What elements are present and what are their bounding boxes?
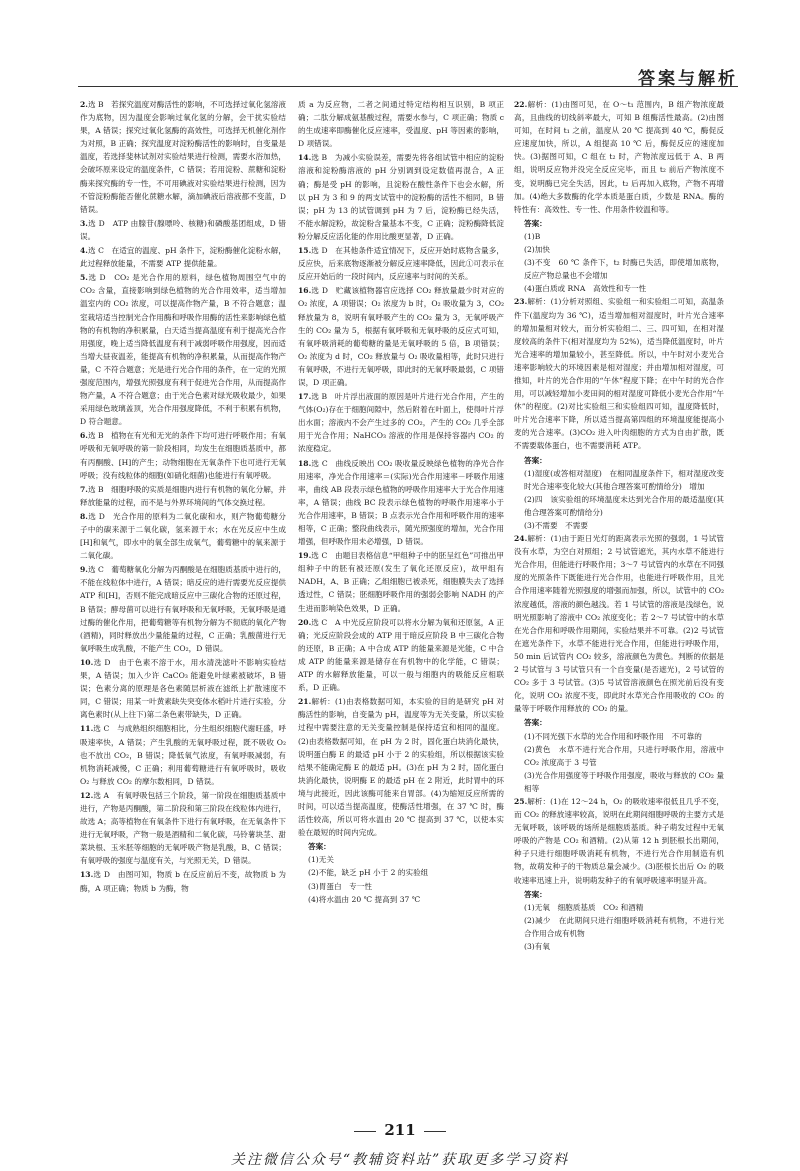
answer-line: (3)光合作用强度等于呼吸作用强度，吸收与释放的 CO₂ 量相等: [524, 770, 724, 793]
answer-label: 答案：: [524, 889, 547, 899]
answer-block: [298, 840, 504, 905]
answer-item: [80, 722, 286, 787]
item-text: 选 D 由图可知，物质 b 在反应前后不变，故物质 b 为酶，A 项正确；物质 b 为酶，物: [80, 870, 286, 893]
answer-label: 答案：: [524, 455, 547, 465]
answer-item: [80, 217, 286, 243]
item-text: 选 C A 中光反应阶段可以将水分解为氧和还原氢，A 正确；光反应阶段会成的 ATP 用于暗反应阶段 B 中三碳化合物的还原，B 正确；A 中合成 ATP 的能量来源是光能，C 中合成 ATP 的能量来源是储存在有机物中的化学能，C 错误；ATP 的水解释放能量，可以一般与细胞内的吸能反应相联系，D 正确。: [298, 617, 504, 693]
item-number: 3.: [80, 218, 88, 228]
answer-item: [298, 616, 504, 695]
footer-note: 关注微信公众号“教辅资料站”获取更多学习资料: [230, 1152, 570, 1168]
item-text: 质 a 为反应物，二者之间通过特定结构相互识别，B 项正确；二肽分解成氨基酸过程，需要水参与，C 项正确；物质 c 的生成速率即酶催化反应速率，受温度、pH 等因素的影响，D 项错误。: [298, 100, 504, 149]
item-text: 解析：(1)由表格数据可知，本实验的目的是研究 pH 对酶活性的影响，自变量为 pH，温度等为无关变量，所以实验过程中需要注意的无关变量控制是保持适宜和相同的温度。(2)由表格数据可知，在 pH 为 2 时，固化蛋白块消化最快，说明蛋白酶 E 的最适 pH 小于 2 的实验组，所以根据该实验结果不能确定酶 E 的最适 pH。(3)在 pH 为 2 时，固化蛋白块消化最快，说明酶 E 的最适 pH 在 2 附近，此时胃中的环境与此接近，因此该酶可能来自胃部。(4)为缩短反应所需的时间，可以适当提高温度，使酶活性增强，在 37 ℃ 时，酶活性较高，所以可将水温由 20 ℃ 提高到 37 ℃，以使本实验在最短的时间内完成。: [298, 697, 504, 838]
answer-line: (1)无关: [308, 855, 334, 865]
answer-line: (1)B: [524, 231, 541, 241]
answer-line: (2)四 该实验组的环境温度未达到光合作用的最适温度(其他合理答案可酌情给分): [524, 494, 724, 517]
answer-column-1: [80, 98, 286, 896]
header-rule: [78, 86, 738, 87]
answer-item: [514, 532, 724, 715]
answer-line: (2)加快: [524, 245, 550, 255]
answer-item: [298, 390, 504, 455]
item-number: 10.: [80, 657, 94, 667]
answer-item: [80, 429, 286, 481]
answer-label: 答案：: [524, 218, 547, 228]
answer-item: [298, 151, 504, 243]
answer-item: [298, 695, 504, 839]
item-text: 选 D 贮藏该植物器官应选择 CO₂ 释放量最少时对应的 O₂ 浓度，A 项错误；O₂ 浓度为 b 时，O₂ 吸收量为 3，CO₂ 释放量为 8，说明有氧呼吸产生的 CO₂ 量为 3，无氧呼吸产生的 CO₂ 量为 5，根据有氧呼吸和无氧呼吸的反应式可知，有氧呼吸消耗的葡萄糖的量是无氧呼吸的 5 倍，B 项错误；O₂ 浓度为 d 时，CO₂ 释放量与 O₂ 吸收量相等，此时只进行有氧呼吸，不进行无氧呼吸，即此时的无氧呼吸最弱，C 项错误，D 项正确。: [298, 286, 504, 387]
item-text: 解析：(1)由于距日光灯的距离表示光照的强弱，1 号试管没有水草，为空白对照组；2 号试管遮光，其内水草不能进行光合作用，但能进行呼吸作用；3～7 号试管内的水草在不同强度的光照条件下既能进行光合作用，也能进行呼吸作用，且光合作用速率随着光照强度的增强而加强，所以，试管中的 CO₂ 浓度越低，溶液的颜色越浅。若 1 号试管的溶液是浅绿色，说明光照影响了溶液中 CO₂ 浓度变化；若 2～7 号试管中的水草在光合作用和呼吸作用期间，实验结果并不可靠。(2)2 号试管在遮光条件下，水草不能进行光合作用，但能进行呼吸作用，50 min 后试管内 CO₂ 较多，溶液颜色为黄色。判断的依据是 2 号试管与 3 号试管只有一个自变量(是否遮光)，2 号试管的 CO₂ 多于 3 号试管。(3)5 号试管溶液颜色在照光前后没有变化，说明 CO₂ 浓度不变，即此时水草光合作用吸收的 CO₂ 的量等于呼吸作用释放的 CO₂ 的量。: [514, 534, 724, 714]
answer-label: 答案：: [308, 842, 331, 852]
item-number: 20.: [298, 617, 312, 627]
item-text: 选 C 葡萄糖氧化分解为丙酮酸是在细胞质基质中进行的，不能在线粒体中进行，A 错误；暗反应的进行需要光反应提供 ATP 和[H]，否则不能完成暗反应中三碳化合物的还原过程，B 错误；酵母菌可以进行有氧呼吸和无氧呼吸，无氧呼吸是通过酶的催化作用，把葡萄糖等有机物分解为不彻底的氧化产物(酒精)，同时释放出少量能量的过程，C 正确；乳酸菌进行无氧呼吸生成乳酸，不能产生 CO₂，D 错误。: [80, 565, 287, 653]
item-text: 选 C 由题目表格信息“甲组种子中的胚呈红色”可推出甲组种子中的胚有被还原(发生了氧化还原反应)，故甲组有 NADH，A、B 正确；乙组细胞已被杀死，细胞膜失去了选择透过性，C 错误；胚细胞呼吸作用的强弱会影响 NADH 的产生进而影响染色效果，D 正确。: [298, 551, 504, 613]
item-text: 选 C 在适宜的温度、pH 条件下，淀粉酶催化淀粉水解，此过程释放能量，不需要 ATP 提供能量。: [80, 246, 286, 269]
item-number: 15.: [298, 246, 312, 256]
item-number: 23.: [514, 297, 528, 307]
item-number: 17.: [298, 392, 312, 402]
item-text: 选 B 细胞呼吸的实质是细胞内进行有机物的氧化分解，并释放能量的过程，而不是与外界环境间的气体交换过程。: [80, 484, 286, 507]
item-text: 解析：(1)在 12～24 h，O₂ 的吸收速率很低且几乎不变，而 CO₂ 的释放速率较高，说明在此期间细胞呼吸的主要方式是无氧呼吸，该呼吸的场所是细胞质基质。种子萌发过程中无氧呼吸的产物是 CO₂ 和酒精。(2)从第 12 h 到胚根长出期间，种子只进行细胞呼吸消耗有机物，不进行光合作用制造有机物，故萌发种子的干物质总量会减少。(3)胚根长出后 O₂ 的吸收速率迅速上升，说明萌发种子的有氧呼吸速率明显升高。: [514, 796, 724, 885]
section-title: 答案与解析: [638, 69, 738, 89]
answer-label: 答案：: [524, 718, 547, 728]
answer-item: [80, 656, 286, 721]
item-text: 选 B 若探究温度对酶活性的影响，不可选择过氧化氢溶液作为底物，因为温度会影响过氧化氢的分解，会干扰实验结果，A 错误；探究过氧化氢酶的高效性，可选择无机催化剂作为对照，B 正确；探究温度对淀粉酶活性的影响时，自变量是温度，若选择斐林试剂对实验结果进行检测，需要水浴加热，会破坏原来设定的温度条件，C 错误；若用淀粉、蔗糖和淀粉酶来探究酶的专一性，不可用碘液对实验结果进行检测，因为不管淀粉酶能否催化蔗糖水解，滴加碘液后溶液都不变蓝，D 错误。: [80, 100, 286, 214]
answer-item: [80, 98, 286, 216]
item-number: 12.: [80, 790, 94, 800]
item-text: 选 D 光合作用的原料为二氧化碳和水，则产物葡萄糖分子中的碳来源于二氧化碳，氢来源于水；水在光反应中生成[H]和氧气，即水中的氧全部生成氧气，葡萄糖中的氧来源于二氧化碳。: [80, 511, 286, 561]
answer-item: [80, 271, 286, 428]
answer-item: [298, 457, 504, 549]
answer-line: (1)无氧 细胞质基质 CO₂ 和酒精: [524, 902, 644, 912]
item-text: 选 D ATP 由腺苷(腺嘌呤、核糖)和磷酸基团组成，D 错误。: [80, 218, 286, 241]
item-number: 5.: [80, 273, 88, 283]
answer-line: (3)胃蛋白 专一性: [308, 881, 372, 891]
answer-item: [80, 789, 286, 868]
item-text: 选 D 在其他条件适宜情况下，反应开始时底物含量多，反应快，后来底物逐渐被分解反应速率降低，因此①可表示在反应开始后的一段时间内，反应速率与时间的关系。: [298, 246, 504, 282]
answer-line: (3)不需要 不需要: [524, 521, 588, 530]
item-text: 选 C 与成熟组织细胞相比，分生组织细胞代谢旺盛，呼吸速率快，A 错误；产生乳酸的无氧呼吸过程，既不吸收 O₂ 也不放出 CO₂，B 错误；降低氧气浓度，有氧呼吸减弱，有机物消耗减慢，C 正确；利用葡萄糖进行有氧呼吸时，吸收 O₂ 与释放 CO₂ 的摩尔数相同，D 错误。: [80, 724, 286, 786]
item-number: 18.: [298, 458, 312, 468]
answer-block: [514, 454, 724, 533]
answer-item: [298, 549, 504, 614]
answer-line: (1)不同光强下水草的光合作用和呼吸作用 不可靠的: [524, 731, 702, 741]
item-number: 16.: [298, 286, 312, 296]
item-text: 解析：(1)分析对照组、实验组一和实验组二可知，高温条件下(温度均为 36 ℃)，适当增加相对湿度时，叶片光合速率的增加量相对较大，而分析实验组二、三、四可知，在相对湿度较高的条件下(相对湿度均为 52%)，适当降低温度时，叶片光合速率的增加量较小，甚至降低。所以，中午时对小麦光合速率影响较大的环境因素是相对湿度；并由增加相对湿度，可推知，叶片的光合作用的“午休”程度下降；在中午时的光合作用，可以减轻增加小麦田间的相对湿度可降低小麦光合作用“午休”的程度。(2)对比实验组三和实验组四可知，温度降低时，叶片光合速率下降，所以适当提高第四组的环境温度能提高小麦的光合速率。(3)CO₂ 进入叶肉细胞的方式为自由扩散，既不需要载体蛋白，也不需要消耗 ATP。: [514, 297, 724, 451]
item-text: 选 D 由于色素不溶于水，用水清洗滤叶不影响实验结果，A 错误；加入少许 CaCO₃ 能避免叶绿素被破坏，B 错误；色素分离的原理是各色素随层析液在滤纸上扩散速度不同，C 错误；用某一叶黄素缺失突变体水稻叶片进行实验，分离色素时(从上往下)第二条色素带缺失，D 正确。: [80, 657, 286, 720]
answer-block: [514, 888, 724, 953]
answer-item: [298, 98, 504, 150]
answer-item: [80, 483, 286, 509]
answer-item: [514, 295, 724, 452]
item-number: 22.: [514, 100, 528, 109]
answer-block: [514, 217, 724, 296]
item-number: 24.: [514, 534, 528, 544]
answer-item: [80, 563, 286, 655]
answer-column-2: [298, 98, 504, 906]
answer-line: (2)黄色 水草不进行光合作用，只进行呼吸作用，溶液中 CO₂ 浓度高于 3 号管: [524, 744, 724, 767]
item-text: 选 B 为减小实验误差，需要先将各组试管中相应的淀粉溶液和淀粉酶溶液的 pH 分别调到设定数值再混合，A 正确；酶是受 pH 的影响，且淀粉在酸性条件下也会水解，所以 pH 为 3 和 9 的两支试管中的淀粉酶的活性不相同，B 错误；pH 为 13 的试管调到 pH 为 7 后，淀粉酶已经失活，不能水解淀粉，故淀粉含量基本不变，C 正确；淀粉酶降低淀粉分解反应活化能的作用比酸更显著，D 正确。: [298, 153, 504, 241]
answer-item: [80, 244, 286, 270]
item-number: 25.: [514, 796, 528, 806]
answer-line: (3)有氧: [524, 942, 550, 951]
answer-line: (2)减少 在此期间只进行细胞呼吸消耗有机物，不进行光合作用合成有机物: [524, 915, 724, 938]
item-text: 解析：(1)由图可见，在 O～t₁ 范围内，B 组产物浓度最高，且曲线的切线斜率最大，可知 B 组酶活性最高。(2)由图可知，在时间 t₁ 之前，温度从 20 ℃ 提高到 40 ℃，酶促反应速度加快，所以，A 组提高 10 ℃ 后，酶促反应的速度加快。(3)据图可知，C 组在 t₂ 时，产物浓度远低于 A、B 两组，说明反应物并没完全反应完毕，而且 t₂ 前后产物浓度不变，说明酶已完全失活，因此，t₂ 后再加入底物，产物不再增加。(4)绝大多数酶的化学本质是蛋白质，少数是 RNA。酶的特性有：高效性、专一性、作用条件较温和等。: [514, 100, 724, 214]
page-header: [0, 0, 800, 92]
page-number: [0, 1121, 800, 1139]
item-text: 选 C 曲线反映出 CO₂ 吸收量反映绿色植物的净光合作用速率，净光合作用速率＝(实际)光合作用速率－呼吸作用速率，曲线 AB 段表示绿色植物的呼吸作用速率大于光合作用速率，A 错误；曲线 BC 段表示绿色植物的呼吸作用速率小于光合作用速率，B 错误；B 点表示光合作用和呼吸作用的速率相等，C 正确；整段曲线表示，随光照强度的增加，光合作用增强，但呼吸作用未必增强，D 错误。: [298, 458, 504, 547]
answer-line: (4)蛋白质或 RNA 高效性和专一性: [524, 284, 647, 294]
answer-item: [514, 98, 724, 216]
answer-item: [298, 284, 504, 389]
item-number: 19.: [298, 551, 312, 561]
item-number: 4.: [80, 246, 88, 256]
item-text: 选 A 有氧呼吸包括三个阶段，第一阶段在细胞质基质中进行，产物是丙酮酸，第二阶段和第三阶段在线粒体内进行，故选 A；高等植物在有氧条件下进行有氧呼吸，在无氧条件下进行无氧呼吸，产物一般是酒精和二氧化碳，马铃薯块茎、甜菜块根、玉米胚等细胞的无氧呼吸产物是乳酸，B、C 错误；有氧呼吸的强度与温度有关，与光照无关，D 错误。: [80, 790, 286, 866]
item-number: 21.: [298, 697, 312, 707]
item-number: 13.: [80, 870, 94, 880]
answer-line: (1)湿度(或答相对湿度) 在相同温度条件下，相对湿度改变时光合速率变化较大(其他合理答案可酌情给分) 增加: [524, 468, 724, 491]
item-number: 6.: [80, 431, 88, 441]
item-text: 选 B 叶片浮出液面的原因是叶片进行光合作用，产生的气体(O₂)存在于细胞间隙中，然后附着在叶面上，使得叶片浮出水面；溶液内不会产生过多的 CO₂，产生的 CO₂ 几乎全部用于光合作用；NaHCO₃ 溶液的作用是保持容器内 CO₂ 的浓度稳定。: [298, 392, 504, 454]
page-number-text: 211: [384, 1121, 416, 1139]
answer-column-3: [514, 98, 724, 953]
answer-line: (3)不变 60 ℃ 条件下，t₂ 时酶已失活，即使增加底物，反应产物总量也不会增加: [524, 258, 724, 281]
answer-line: (2)不能，缺乏 pH 小于 2 的实验组: [308, 868, 429, 878]
item-number: 8.: [80, 511, 88, 521]
item-number: 2.: [80, 100, 88, 109]
item-number: 9.: [80, 565, 88, 575]
item-number: 7.: [80, 484, 88, 494]
answer-block: [514, 716, 724, 795]
item-text: 选 B 植物在有光和无光的条件下均可进行呼吸作用；有氧呼吸和无氧呼吸的第一阶段相同，均发生在细胞质基质中，都有丙酮酸、[H]的产生；动物细胞在无氧条件下也可进行无氧呼吸；没有线粒体的细胞(如硝化细菌)也能进行有氧呼吸。: [80, 431, 286, 480]
answer-item: [80, 510, 286, 562]
answer-item: [298, 244, 504, 283]
answer-line: (4)将水温由 20 ℃ 提高到 37 ℃: [308, 894, 421, 904]
item-text: 选 D CO₂ 是光合作用的原料，绿色植物周围空气中的 CO₂ 含量，直接影响到绿色植物的光合作用效率，适当增加温室内的 CO₂ 浓度，可以提高作物产量，B 不符合题意；温室栽培适当控制光合作用酶和呼吸作用酶的活性来影响绿色植物的有机物的净积累量，白天适当提高温度有利于提高光合作用强度，晚上适当降低温度有利于减弱呼吸作用强度，因而适当增大昼夜温差，能提高有机物的净积累量，从而提高作物产量，C 不符合题意；光是进行光合作用的条件，在一定的光照强度范围内，增强光照强度有利于促进光合作用，从而提高作物产量，A 不符合题意；由于光合色素对绿光吸收最少，如果采用绿色玻璃盖顶，光合作用强度降低，不利于积累有机物，D 符合题意。: [80, 273, 286, 427]
item-number: 11.: [80, 724, 94, 734]
item-number: 14.: [298, 153, 312, 163]
answer-item: [514, 795, 724, 887]
answer-item: [80, 868, 286, 894]
